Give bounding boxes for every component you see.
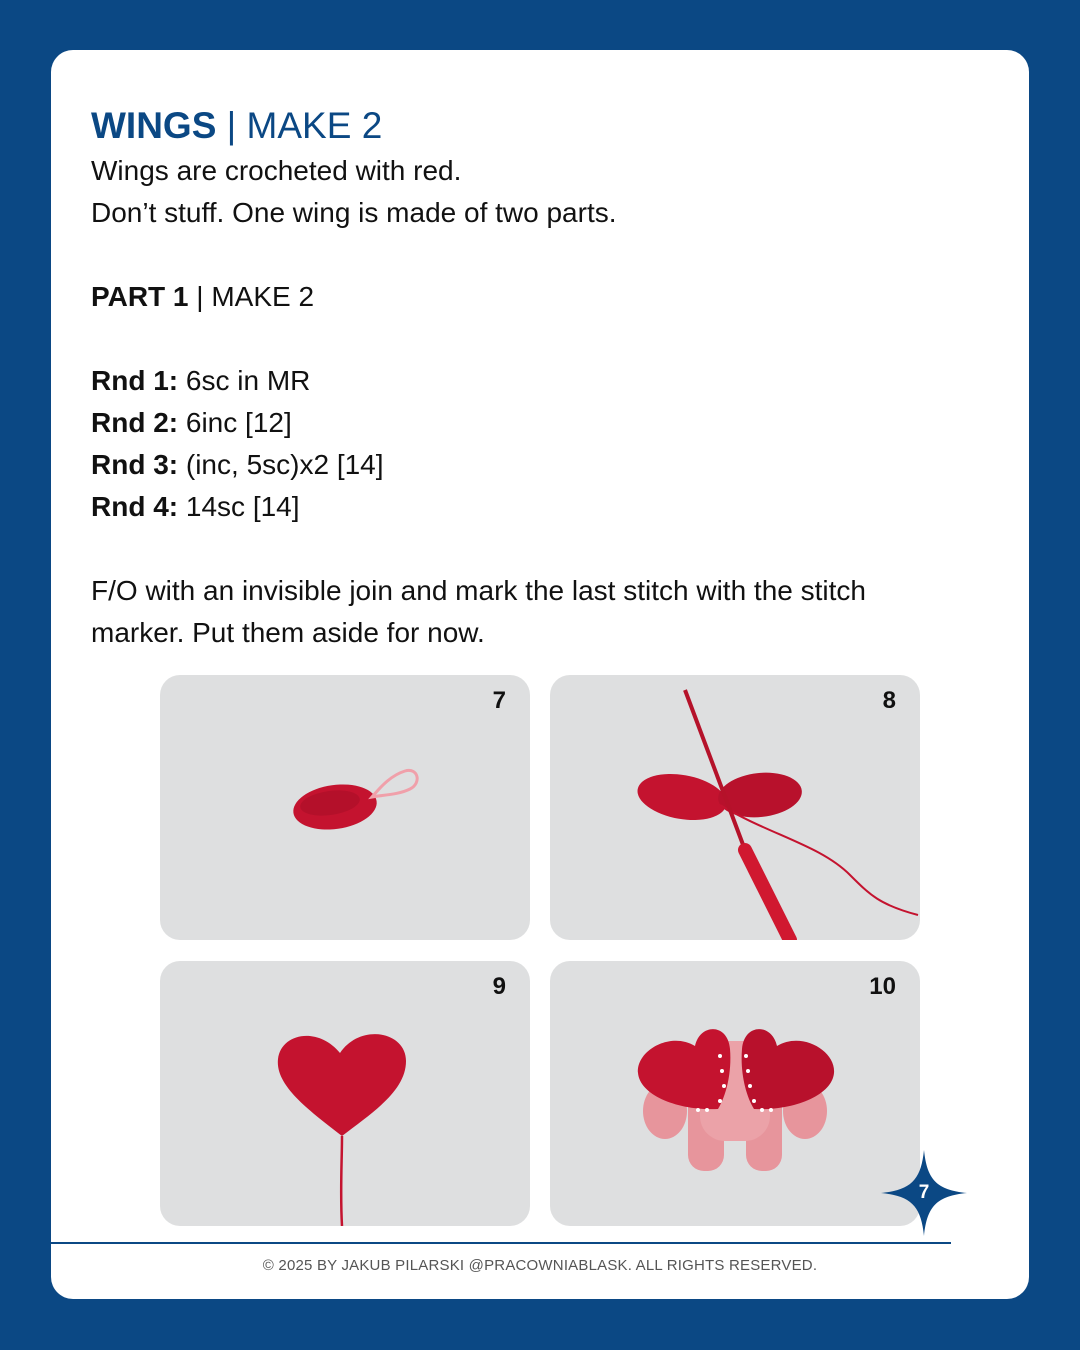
round-text: 6inc [12] <box>178 407 292 438</box>
part-title <box>91 276 991 318</box>
instructions-line-1: F/O with an invisible join and mark the last stitch with the stitch <box>91 575 866 606</box>
wings-attached-to-body-illustration <box>550 961 920 1226</box>
page-number: 7 <box>918 1182 930 1203</box>
instructions-line-2: marker. Put them aside for now. <box>91 617 485 648</box>
round-4 <box>91 486 991 528</box>
page-card <box>51 50 1029 1299</box>
round-label: Rnd 1: <box>91 365 179 396</box>
section-title <box>91 102 991 150</box>
photo-number: 10 <box>869 973 896 1000</box>
part-title-bold: PART 1 <box>91 281 189 312</box>
round-text: (inc, 5sc)x2 [14] <box>178 449 384 480</box>
round-label: Rnd 3: <box>91 449 179 480</box>
round-label: Rnd 4: <box>91 491 179 522</box>
part-title-rest: | MAKE 2 <box>188 281 315 312</box>
two-wing-parts-with-hook-illustration <box>550 675 920 940</box>
photo-number: 7 <box>492 687 506 714</box>
copyright-text: © 2025 BY JAKUB PILARSKI @PRACOWNIABLASK. ALL RIGHTS RESERVED. <box>262 1257 818 1274</box>
photo-step-8 <box>550 675 920 940</box>
photo-step-9 <box>160 961 530 1226</box>
photo-number: 9 <box>492 973 506 1000</box>
footer-divider <box>51 1242 951 1244</box>
round-2 <box>91 402 991 444</box>
pattern-content <box>91 102 991 654</box>
wing-with-marker-illustration <box>160 675 530 940</box>
round-label: Rnd 2: <box>91 407 179 438</box>
heart-shaped-wing-illustration <box>160 961 530 1226</box>
intro-line-1: Wings are crocheted with red. <box>91 155 462 186</box>
photo-step-10 <box>550 961 920 1226</box>
round-text: 6sc in MR <box>178 365 311 396</box>
round-text: 14sc [14] <box>178 491 300 522</box>
section-title-rest: | MAKE 2 <box>216 105 383 146</box>
photo-grid <box>160 675 920 1226</box>
page-number-badge <box>881 1150 967 1236</box>
section-title-bold: WINGS <box>91 105 217 146</box>
photo-number: 8 <box>882 687 896 714</box>
intro-line-2: Don’t stuff. One wing is made of two parts. <box>91 197 617 228</box>
photo-step-7 <box>160 675 530 940</box>
round-3 <box>91 444 991 486</box>
round-1 <box>91 360 991 402</box>
